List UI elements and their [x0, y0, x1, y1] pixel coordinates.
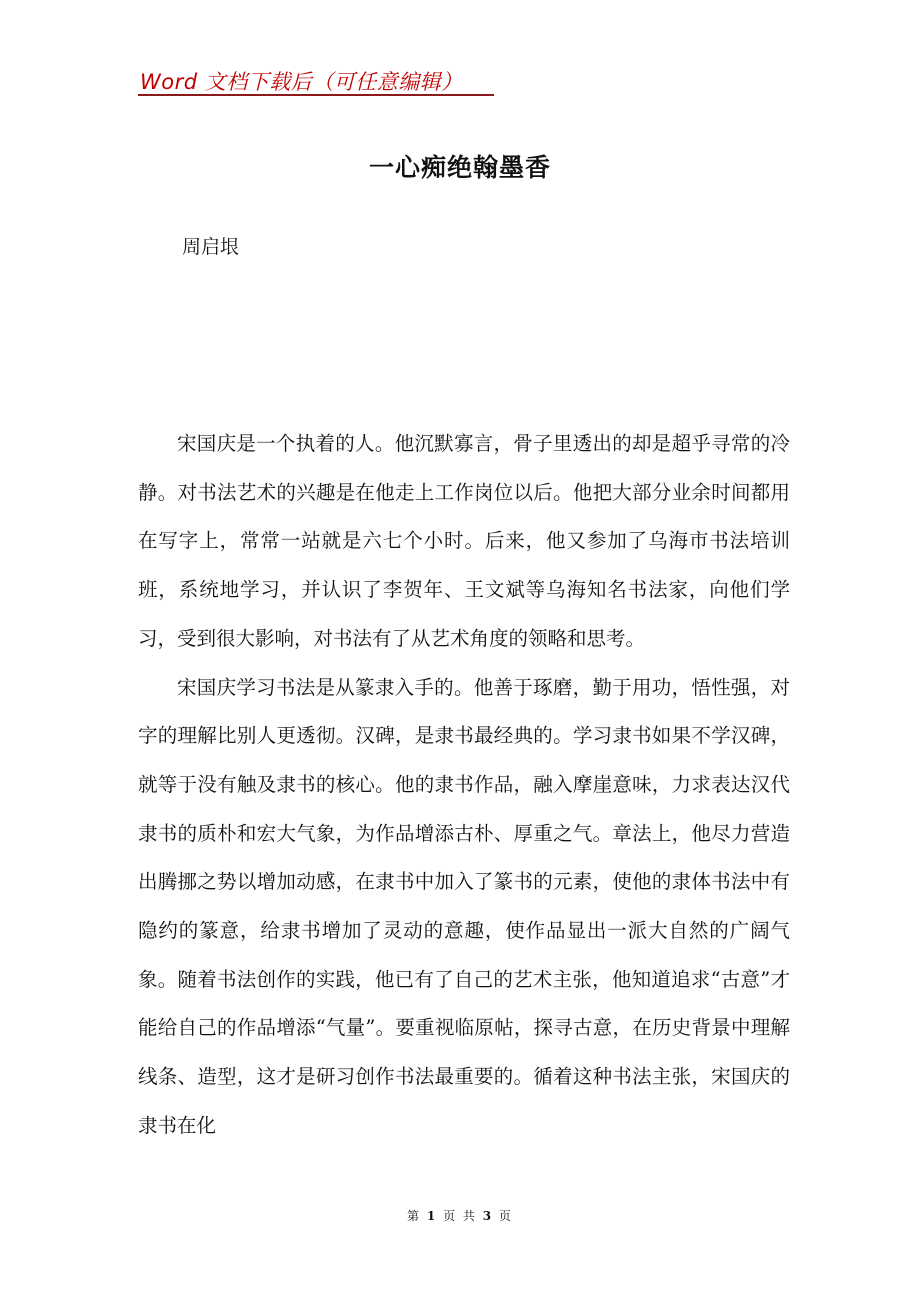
footer-suffix: 页: [498, 1209, 513, 1223]
body-paragraph: 宋国庆学习书法是从篆隶入手的。他善于琢磨，勤于用功，悟性强，对字的理解比别人更透彻。汉碑，是隶书最经典的。学习隶书如果不学汉碑，就等于没有触及隶书的核心。他的隶书作品，融入摩崖意味，力求表达汉代隶书的质朴和宏大气象，为作品增添古朴、厚重之气。章法上，他尽力营造出腾挪之势以增加动感，在隶书中加入了篆书的元素，使他的隶体书法中有隐约的篆意，给隶书增加了灵动的意趣，使作品显出一派大自然的广阔气象。随着书法创作的实践，他已有了自己的艺术主张，他知道追求“古意”才能给自己的作品增添“气量”。要重视临原帖，探寻古意，在历史背景中理解线条、造型，这才是研习创作书法最重要的。循着这种书法主张，宋国庆的隶书在化: [138, 675, 790, 1137]
footer-prefix: 第: [407, 1209, 422, 1223]
document-title: 一心痴绝翰墨香: [368, 153, 551, 182]
total-page-count: 3: [482, 1209, 494, 1223]
author-name: 周启垠: [182, 236, 240, 258]
download-banner: [138, 62, 494, 96]
page-number-footer: [0, 1207, 920, 1224]
current-page-number: 1: [426, 1209, 438, 1223]
footer-middle: 页 共: [443, 1209, 477, 1223]
download-banner-text: Word 文档下载后（可任意编辑）: [140, 70, 463, 94]
body-paragraph: 宋国庆是一个执着的人。他沉默寡言，骨子里透出的却是超乎寻常的冷静。对书法艺术的兴趣是在他走上工作岗位以后。他把大部分业余时间都用在写字上，常常一站就是六七个小时。后来，他又参加了乌海市书法培训班，系统地学习，并认识了李贺年、王文斌等乌海知名书法家，向他们学习，受到很大影响，对书法有了从艺术角度的领略和思考。: [138, 432, 790, 650]
document-body: [138, 420, 790, 1151]
